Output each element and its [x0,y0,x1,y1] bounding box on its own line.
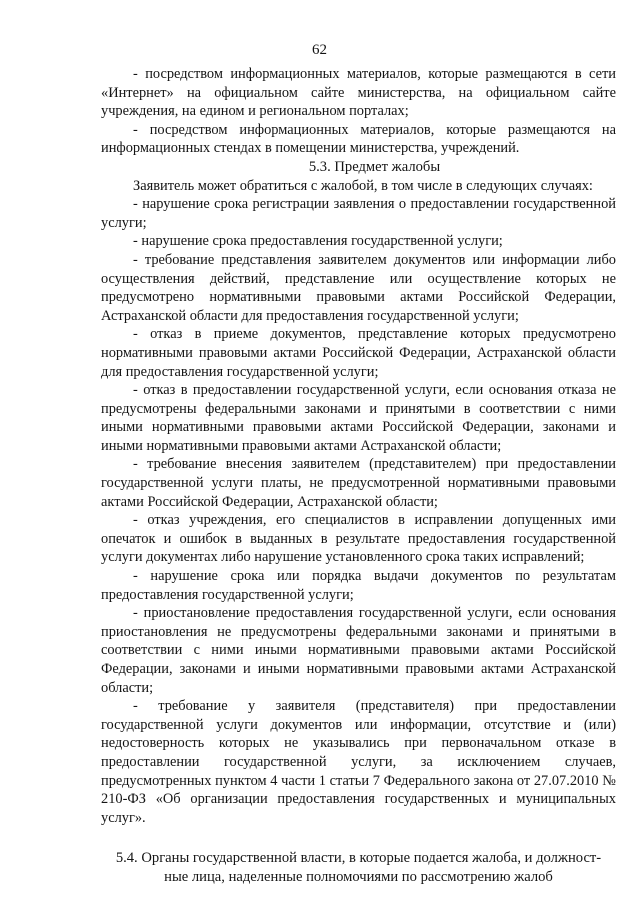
list-item: - нарушение срока или порядка выдачи документов по результатам предоставления государственной услуги; [101,568,616,603]
section-lead: Заявитель может обратиться с жалобой, в том числе в следующих случаях: [133,177,593,194]
list-item: - отказ учреждения, его специалистов в исправлении допущенных ими опечаток и ошибок в выданных в результате предоставления государственной услуги документах либо нарушение установленного срока таких исправлений; [101,512,616,566]
intro-item: - посредством информационных материалов, которые размещаются на информационных стендах в помещении министерства, учреждений. [101,121,616,157]
page-number: 62 [312,42,327,58]
list-item: - приостановление предоставления государственной услуги, если основания приостановления не предусмотрены федеральными законами и принятыми в соответствии с ними иными нормативными правовыми актами Российской Федерации, законами и иными нормативными правовыми актами Астраханской области; [101,605,616,696]
intro-item: - посредством информационных материалов, которые размещаются в сети «Интернет» на официальном сайте министерства, на официальном сайте учреждения, на едином и региональном порталах; [101,66,616,120]
heading-line: 5.4. Органы государственной власти, в которые подается жалоба, и должност- [115,850,602,867]
list-item: - требование представления заявителем документов или информации либо осуществления действий, представление или осуществление которых не предусмотрено нормативными правовыми актами Российской Федерации, Астраханской области для предоставления государственной услуги; [101,251,616,324]
list-item: - отказ в приеме документов, представление которых предусмотрено нормативными правовыми актами Российской Федерации, Астраханской области для предоставления государственной услуги; [101,326,616,380]
list-item: - нарушение срока регистрации заявления о предоставлении государственной услуги; [101,196,616,231]
section-heading: 5.3. Предмет жалобы [308,158,441,175]
list-item: - нарушение срока предоставления государственной услуги; [133,233,503,250]
heading-line: ные лица, наделенные полномочиями по рассмотрению жалоб [164,869,553,886]
list-item: - отказ в предоставлении государственной услуги, если основания отказа не предусмотрены федеральными законами и принятыми в соответствии с ними иными нормативными правовыми актами Российской Федерации, законами и иными нормативными правовыми актами Астраханской области; [101,382,616,454]
document-body [101,65,616,887]
list-item: - требование внесения заявителем (представителем) при предоставлении государственной услуги платы, не предусмотренной нормативными правовыми актами Российской Федерации, Астраханской области; [101,456,616,510]
list-item: - требование у заявителя (представителя) при предоставлении государственной услуги документов или информации, отсутствие и (или) недостоверность которых не указывались при первоначальном отказе в предоставлении государственной услуги, за исключением случаев, предусмотренных пунктом 4 части 1 статьи 7 Федерального закона от 27.07.2010 № 210-ФЗ «Об организации предоставления государственных и муниципальных услуг». [101,698,616,826]
section-heading-54 [101,849,616,887]
